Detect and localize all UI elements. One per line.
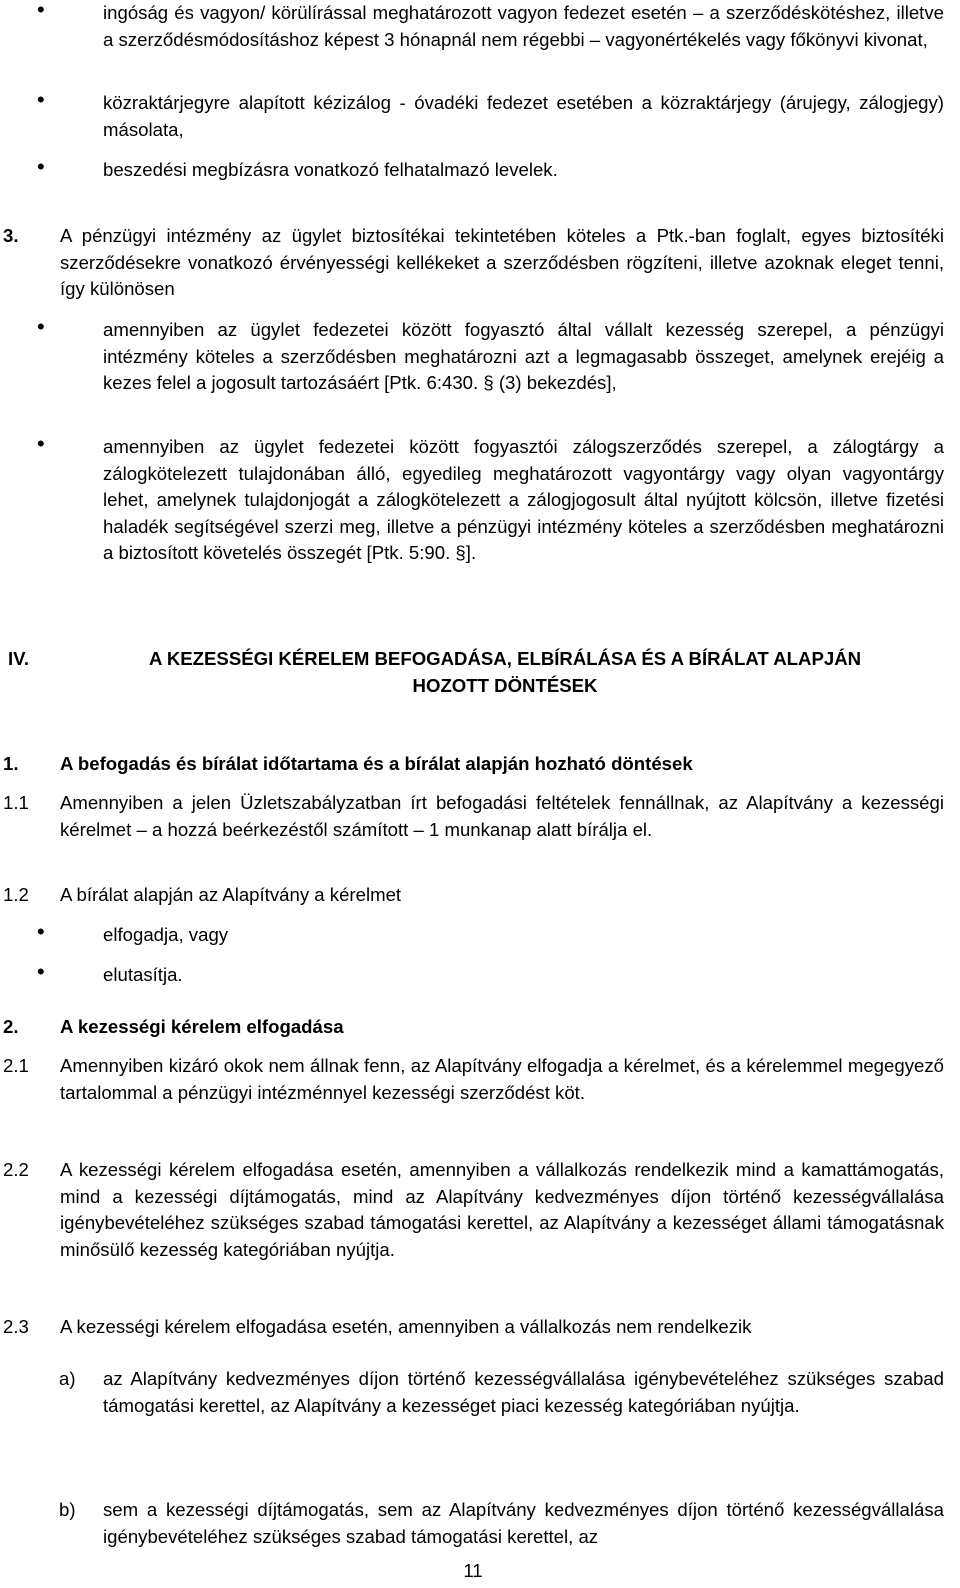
bullet-icon: • [37,154,45,179]
list-item [59,1366,944,1419]
section-number: 3. [3,225,19,246]
list-item [37,919,944,949]
paragraph-text: Amennyiben kizáró okok nem állnak fenn, az Alapítvány elfogadja a kérelmet, és a kérelemmel megegyező tartalommal a pénzügyi intézménnyel kezességi szerződést köt. [60,1055,944,1103]
list-item-text: amennyiben az ügylet fedezetei között fogyasztó által vállalt kezesség szerepel, a pénzügyi intézmény köteles a szerződésben meghatározni azt a legmagasabb összeget, amelynek erejéig a kezes felel a jogosult tartozásáért [Ptk. 6:430. § (3) bekezdés], [103,319,944,394]
section-paragraph: A pénzügyi intézmény az ügylet biztosítékai tekintetében köteles a Ptk.-ban foglalt, egyes biztosítéki szerződésekre vonatkozó érvényességi kellékeket a szerződésben rögzíteni, illetve azoknak eleget tenni, így különösen [60,225,944,300]
paragraph-text: A bírálat alapján az Alapítvány a kérelmet [60,884,402,905]
bullet-icon: • [37,959,45,984]
paragraph-text: A kezességi kérelem elfogadása esetén, amennyiben a vállalkozás rendelkezik mind a kamattámogatás, mind a kezességi díjtámogatás, mind az Alapítvány kedvezményes díjon történő kezességvállalása igénybevételéhez szükséges szabad támogatási kerettel, az Alapítvány a kezességet állami támogatásnak minősülő kezesség kategóriában nyújtja. [60,1159,944,1260]
paragraph-text: A kezességi kérelem elfogadása esetén, amennyiben a vállalkozás nem rendelkezik [60,1316,752,1337]
bullet-icon: • [37,431,45,456]
paragraph-number: 2.1 [3,1055,29,1076]
paragraph-number: 1.1 [3,792,29,813]
list-item [37,959,944,989]
paragraph-number: 2.2 [3,1159,29,1180]
bullet-icon: • [37,87,45,112]
chapter-number: IV. [8,648,30,669]
list-item-label: a) [59,1368,76,1389]
paragraph-number: 1.2 [3,884,29,905]
list-item [37,431,944,567]
bullet-icon: • [37,314,45,339]
paragraph-number: 2.3 [3,1316,29,1337]
list-item [37,314,944,397]
list-item-text: közraktárjegyre alapított kézizálog - óvadéki fedezet esetében a közraktárjegy (árujegy, zálogjegy) másolata, [103,92,944,140]
page-number: 11 [463,1560,483,1581]
heading-text: A befogadás és bírálat időtartama és a bírálat alapján hozható döntések [60,753,693,774]
list-item-text: elfogadja, vagy [103,924,229,945]
paragraph-text: Amennyiben a jelen Üzletszabályzatban írt befogadási feltételek fennállnak, az Alapítvány a kezességi kérelmet – a hozzá beérkezéstől számított – 1 munkanap alatt bírálja el. [60,792,944,840]
list-item-label: b) [59,1499,76,1520]
list-item-text: az Alapítvány kedvezményes díjon történő kezességvállalása igénybevételéhez szükséges szabad támogatási kerettel, az Alapítvány a kezességet piaci kezesség kategóriában nyújtja. [103,1368,944,1416]
list-item-text: beszedési megbízásra vonatkozó felhatalmazó levelek. [103,159,558,180]
bullet-icon: • [37,0,45,22]
heading-number: 1. [3,753,19,774]
list-item-text: sem a kezességi díjtámogatás, sem az Alapítvány kedvezményes díjon történő kezességvállalása igénybevételéhez szükséges szabad támogatási kerettel, az [103,1499,944,1547]
list-item [37,0,944,53]
list-item [37,154,944,184]
chapter-title [60,646,950,699]
list-item-text: elutasítja. [103,964,183,985]
list-item-text: ingóság és vagyon/ körülírással meghatározott vagyon fedezet esetén – a szerződéskötéshez, illetve a szerződésmódosításhoz képest 3 hónapnál nem régebbi – vagyonértékelés vagy főkönyvi kivonat, [103,2,944,50]
chapter-title-line: A KEZESSÉGI KÉRELEM BEFOGADÁSA, ELBÍRÁLÁSA ÉS A BÍRÁLAT ALAPJÁN [148,648,862,669]
heading-number: 2. [3,1016,19,1037]
list-item-text: amennyiben az ügylet fedezetei között fogyasztói zálogszerződés szerepel, a zálogtárgy a zálogkötelezett tulajdonában álló, egyedileg meghatározott vagyontárgy vagy olyan vagyontárgy lehet, amelynek tulajdonjogát a zálogkötelezett a zálogjogosult által nyújtott kölcsön, illetve fizetési haladék segítségével szerzi meg, illetve a pénzügyi intézmény köteles a szerződésben meghatározni a biztosított követelés összegét [Ptk. 5:90. §]. [103,436,944,564]
chapter-title-line: HOZOTT DÖNTÉSEK [412,674,598,696]
list-item [59,1497,944,1550]
heading-text: A kezességi kérelem elfogadása [60,1016,344,1037]
list-item [37,87,944,143]
bullet-icon: • [37,919,45,944]
